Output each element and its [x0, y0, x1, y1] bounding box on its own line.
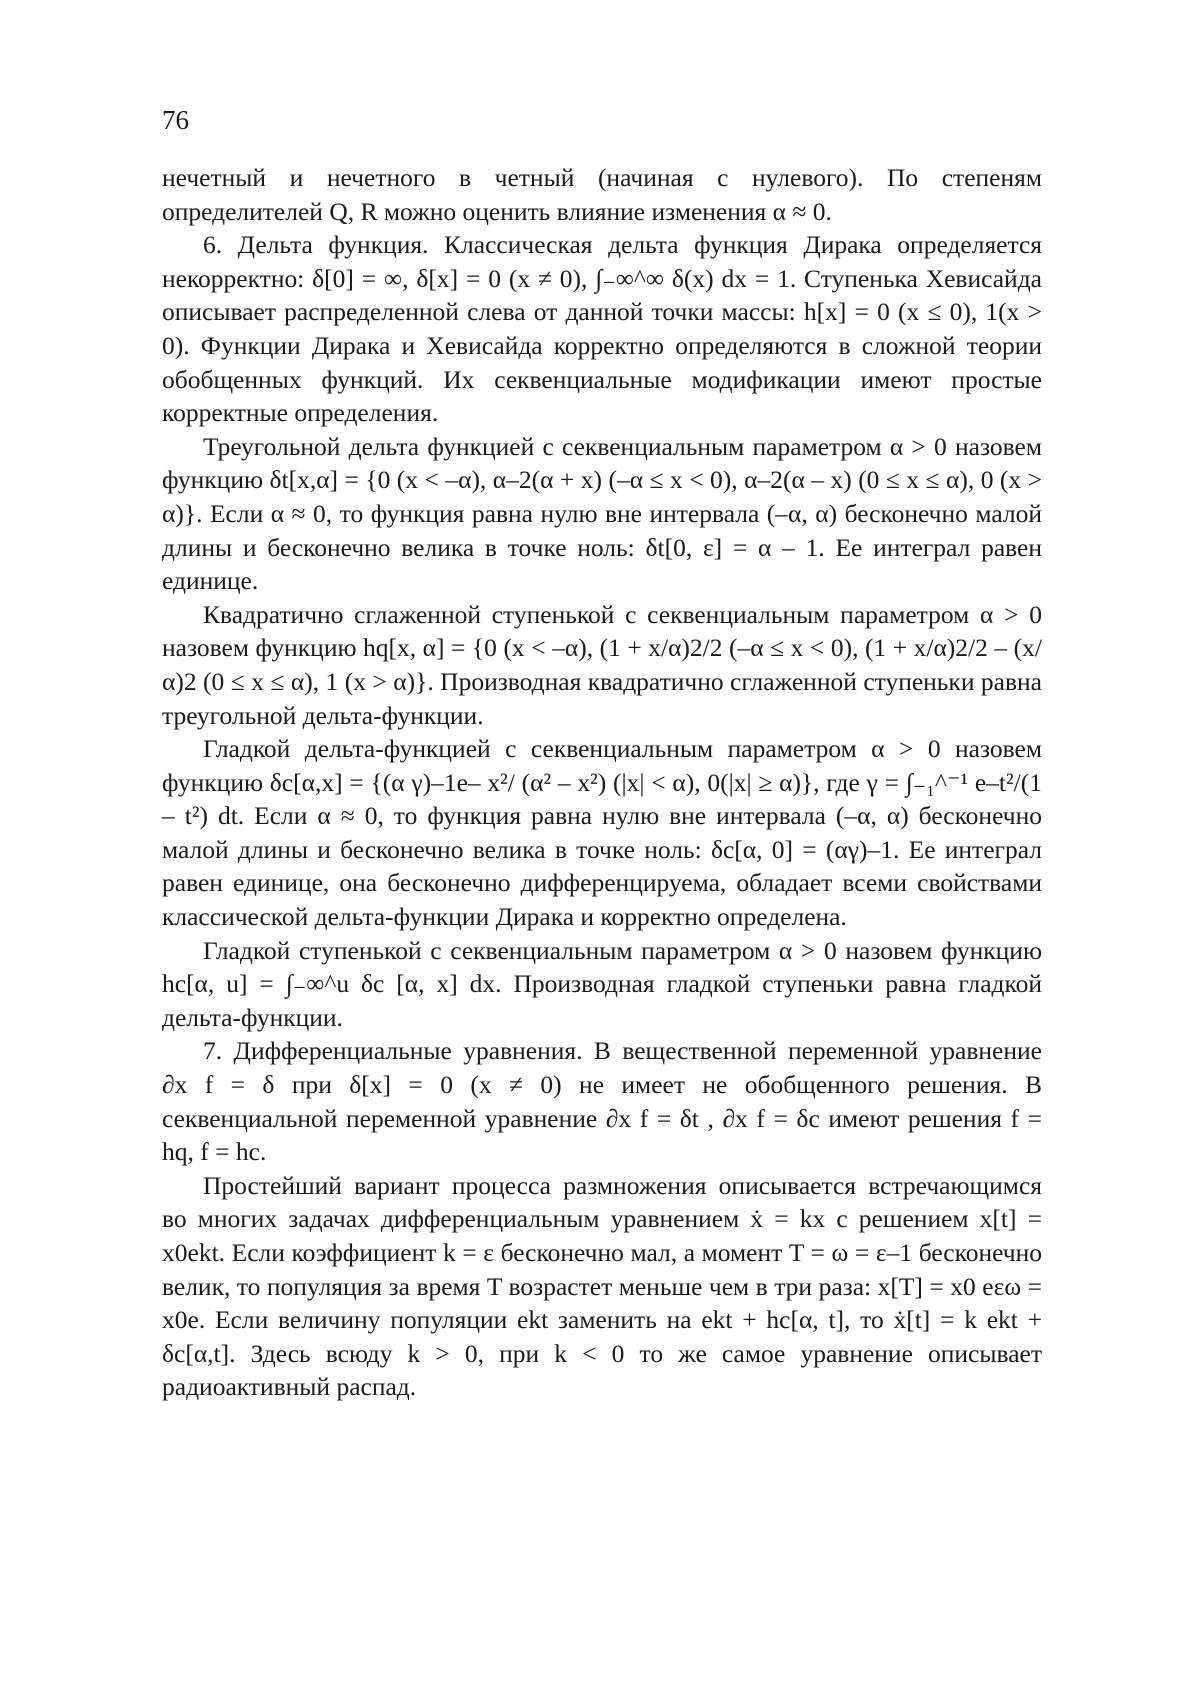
body-text — [162, 161, 1042, 1404]
paragraph: Квадратично сглаженной ступенькой с секвенциальным параметром α > 0 назовем функцию hq[x, α] = {0 (x < –α), (1 + x/α)2/2 (–α ≤ x < 0), (1 + x/α)2/2 – (x/α)2 (0 ≤ x ≤ α), 1 (x > α)}. Производная квадратично сглаженной ступеньки равна треугольной дельта-функции. — [162, 599, 1042, 730]
paragraph: нечетный и нечетного в четный (начиная с нулевого). По степеням определителей Q, R можно оценить влияние изменения α ≈ 0. — [162, 163, 1042, 226]
paragraph: 6. Дельта функция. Классическая дельта функция Дирака определяется некорректно: δ[0] = ∞, δ[x] = 0 (x ≠ 0), ∫₋∞^∞ δ(x) dx = 1. Ступенька Хевисайда описывает распределенной слева от данной точки массы: h[x] = 0 (x ≤ 0), 1(x > 0). Функции Дирака и Хевисайда корректно определяются в сложной теории обобщенных функций. Их секвенциальные модификации имеют простые корректные определения. — [162, 230, 1042, 428]
paragraph: Гладкой ступенькой с секвенциальным параметром α > 0 назовем функцию hc[α, u] = ∫₋∞^u δc [α, x] dx. Производная гладкой ступеньки равна гладкой дельта-функции. — [162, 935, 1042, 1032]
page-number: 76 — [162, 105, 189, 135]
paragraph: 7. Дифференциальные уравнения. В вещественной переменной уравнение ∂x f = δ при δ[x] = 0 (x ≠ 0) не имеет не обобщенного решения. В секвенциальной переменной уравнение ∂x f = δt , ∂x f = δc имеют решения f = hq, f = hc. — [162, 1036, 1042, 1167]
paragraph: Гладкой дельта-функцией с секвенциальным параметром α > 0 назовем функцию δc[α,x] = {(α γ)–1e– x²/ (α² – x²) (|x| < α), 0(|x| ≥ α)}, где γ = ∫₋₁^⁻¹ e–t²/(1 – t²) dt. Если α ≈ 0, то функция равна нулю вне интервала (–α, α) бесконечно малой длины и бесконечно велика в точке ноль: δc[α, 0] = (αγ)–1. Ее интеграл равен единице, она бесконечно дифференцируема, обладает всеми свойствами классической дельта-функции Дирака и корректно определена. — [162, 734, 1042, 932]
paragraph: Простейший вариант процесса размножения описывается встречающимся во многих задачах дифференциальным уравнением ẋ = kx с решением x[t] = x0ekt. Если коэффициент k = ε бесконечно мал, а момент T = ω = ε–1 бесконечно велик, то популяция за время T возрастет меньше чем в три раза: x[T] = x0 eεω = x0e. Если величину популяции ekt заменить на ekt + hc[α, t], то ẋ[t] = k ekt + δc[α,t]. Здесь всюду k > 0, при k < 0 то же самое уравнение описывает радиоактивный распад. — [162, 1170, 1042, 1402]
paragraph: Треугольной дельта функцией с секвенциальным параметром α > 0 назовем функцию δt[x,α] = {0 (x < –α), α–2(α + x) (–α ≤ x < 0), α–2(α – x) (0 ≤ x ≤ α), 0 (x > α)}. Если α ≈ 0, то функция равна нулю вне интервала (–α, α) бесконечно малой длины и бесконечно велика в точке ноль: δt[0, ε] = α – 1. Ее интеграл равен единице. — [162, 431, 1042, 596]
